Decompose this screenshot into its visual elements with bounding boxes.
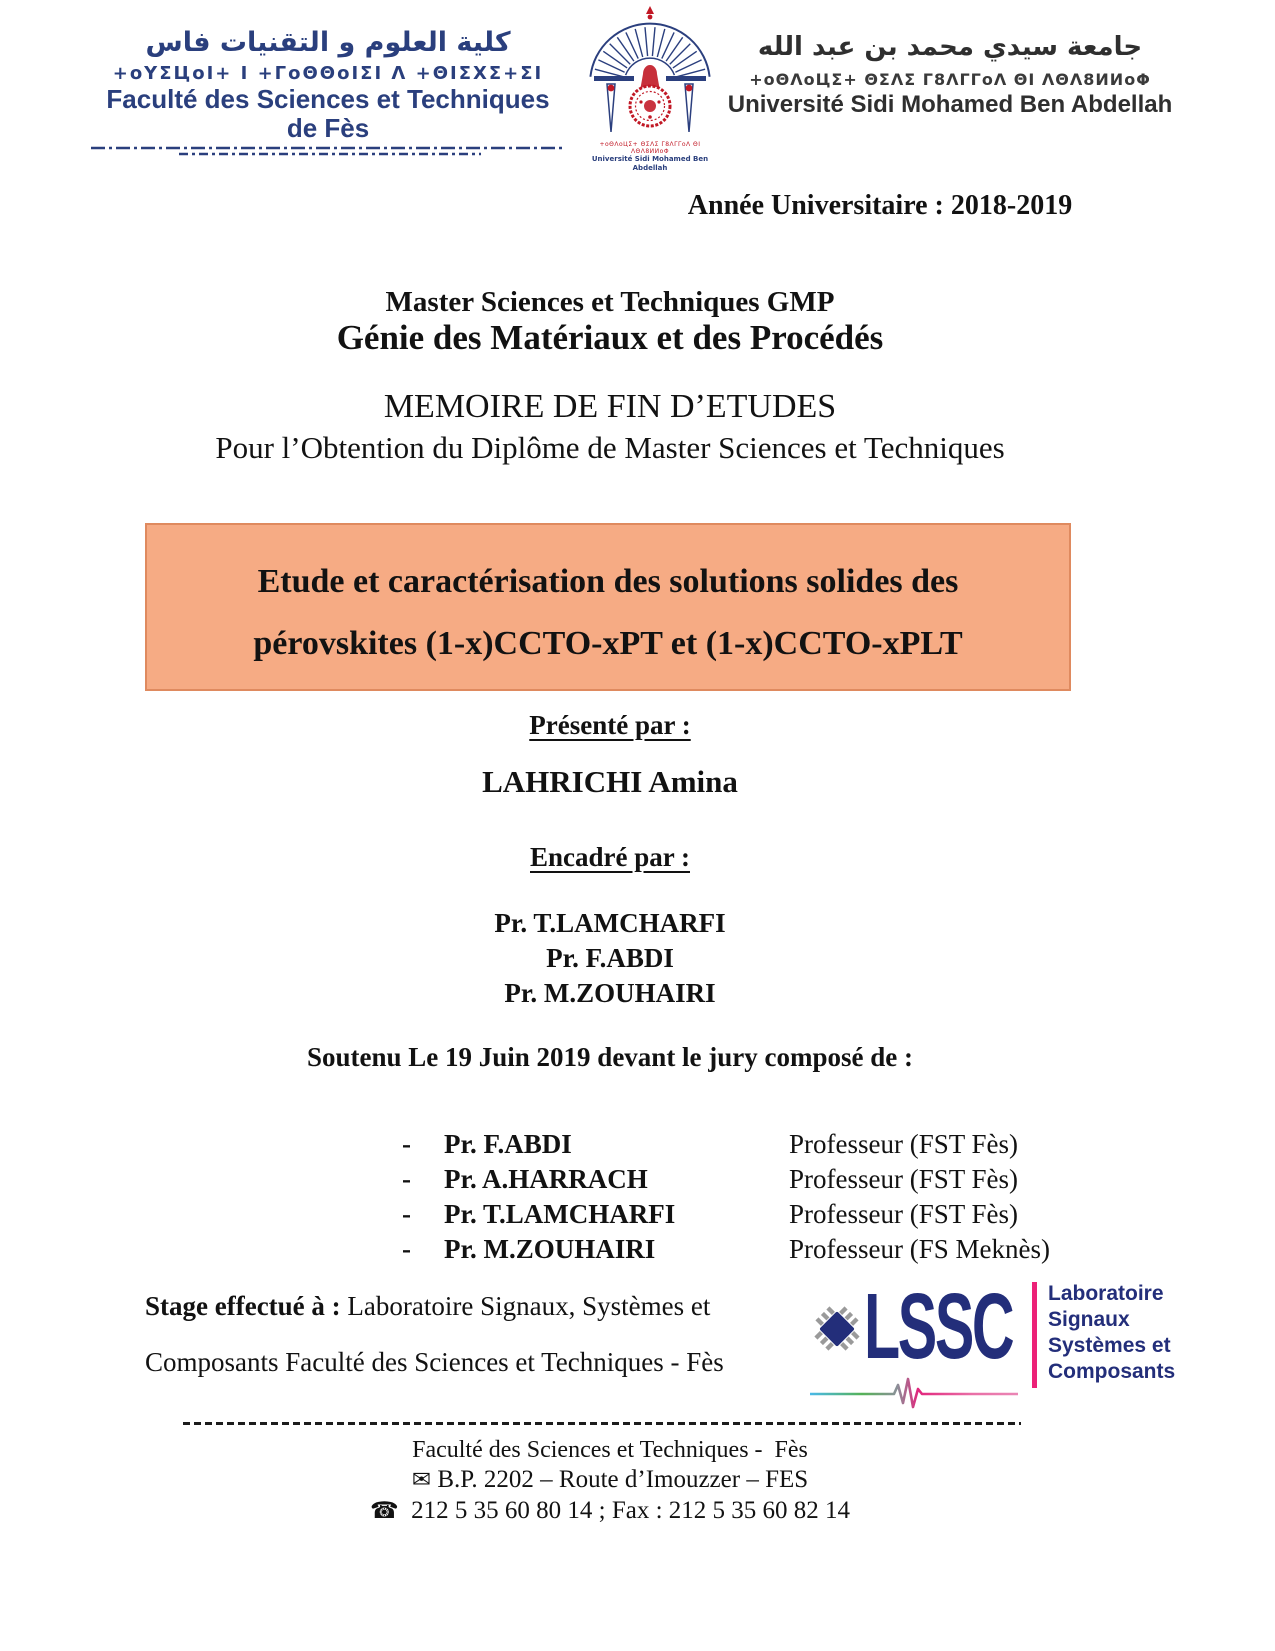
footer-faculty: Faculté des Sciences et Techniques - Fès: [412, 1437, 808, 1463]
jury-member-name: Pr. M.ZOUHAIRI: [444, 1234, 656, 1264]
jury-member-title: Professeur (FST Fès): [789, 1129, 1018, 1159]
lssc-label-line: Signaux: [1048, 1308, 1130, 1331]
faculty-arabic-name: كلية العلوم و التقنيات فاس: [145, 27, 511, 58]
supervised-by-label: Encadré par :: [530, 842, 690, 872]
phone-icon: ☎: [369, 1498, 399, 1524]
presented-by-label: Présenté par :: [529, 710, 691, 740]
bullet-dash: -: [402, 1234, 411, 1264]
supervisor-name-1: Pr. T.LAMCHARFI: [494, 908, 726, 938]
thesis-title-box: [145, 523, 1071, 691]
academic-year: Année Universitaire : 2018-2019: [687, 190, 1073, 221]
jury-row: [402, 1163, 1122, 1196]
chip-icon: [806, 1298, 868, 1360]
jury-row: [402, 1128, 1122, 1161]
jury-member-title: Professeur (FST Fès): [789, 1164, 1018, 1194]
program-specialty: Génie des Matériaux et des Procédés: [336, 318, 884, 357]
waveform-icon: [808, 1376, 1020, 1412]
lssc-label-line: Composants: [1048, 1360, 1176, 1383]
header-dash-dot-underline: [89, 143, 567, 159]
jury-member-name: Pr. A.HARRACH: [444, 1164, 648, 1194]
internship-line-2: Composants Faculté des Sciences et Techniques - Fès: [145, 1347, 724, 1377]
jury-member-name: Pr. F.ABDI: [444, 1129, 572, 1159]
jury-row: [402, 1198, 1122, 1231]
faculty-tifinagh-name: +oYΣЦoI+ I +ΓoΘΘoIΣI Λ +ΘIΣXΣ+ΣI: [112, 63, 544, 84]
jury-member-title: Professeur (FST Fès): [789, 1199, 1018, 1229]
program-name: Master Sciences et Techniques GMP: [385, 286, 835, 318]
footer-address: [0, 1466, 1220, 1494]
thesis-title-line-1: Etude et caractérisation des solutions solides des: [257, 563, 959, 600]
lssc-logo: [800, 1273, 1176, 1416]
footer-phone: [0, 1497, 1220, 1525]
internship-text: Laboratoire Signaux, Systèmes et: [340, 1291, 711, 1321]
bullet-dash: -: [402, 1199, 411, 1229]
footer-phone-text: 212 5 35 60 80 14 ; Fax : 212 5 35 60 82 14: [398, 1497, 851, 1524]
header-left-faculty: [88, 26, 568, 164]
mail-icon: ✉: [411, 1467, 432, 1493]
university-arabic-name: جامعة سيدي محمد بن عبد الله: [757, 32, 1143, 62]
university-logo-emblem: [588, 4, 712, 136]
lssc-label-line: Laboratoire: [1048, 1282, 1164, 1305]
logo-caption-french: Université Sidi Mohamed Ben Abdellah: [591, 155, 709, 172]
lssc-label-line: Systèmes et: [1048, 1334, 1171, 1357]
university-french-name: Université Sidi Mohamed Ben Abdellah: [727, 91, 1173, 118]
lssc-acronym: LSSC: [864, 1273, 1013, 1379]
lssc-divider: [1032, 1282, 1037, 1388]
header-right-university: [715, 30, 1185, 119]
bullet-dash: -: [402, 1129, 411, 1159]
internship-line-1: [145, 1291, 785, 1322]
author-name: LAHRICHI Amina: [482, 764, 738, 799]
faculty-french-name: Faculté des Sciences et Techniques de Fès: [106, 84, 550, 143]
supervisor-name-3: Pr. M.ZOUHAIRI: [504, 978, 716, 1008]
jury-member-title: Professeur (FS Meknès): [789, 1234, 1050, 1264]
jury-member-name: Pr. T.LAMCHARFI: [444, 1199, 676, 1229]
university-logo: [586, 4, 714, 173]
bullet-dash: -: [402, 1164, 411, 1194]
logo-caption-tifinagh: +oΘΛoЦΣ+ ΘΣΛΣ Γ8ΛΓΓoΛ ΘΙ ΛΘΛ8ИИoΦ: [599, 141, 701, 155]
memoire-subheading: Pour l’Obtention du Diplôme de Master Sciences et Techniques: [215, 430, 1005, 465]
jury-row: [402, 1233, 1122, 1266]
defense-statement: Soutenu Le 19 Juin 2019 devant le jury composé de :: [306, 1042, 914, 1072]
supervisor-name-2: Pr. F.ABDI: [546, 943, 674, 973]
footer-address-text: B.P. 2202 – Route d’Imouzzer – FES: [431, 1466, 809, 1493]
memoire-heading: MEMOIRE DE FIN D’ETUDES: [383, 388, 837, 425]
footer-separator: [183, 1422, 1021, 1425]
internship-label: Stage effectué à :: [145, 1291, 341, 1321]
thesis-title-line-2: pérovskites (1-x)CCTO-xPT et (1-x)CCTO-xPLT: [253, 625, 963, 662]
university-tifinagh-name: +oΘΛoЦΣ+ ΘΣΛΣ Γ8ΛΓΓoΛ ΘΙ ΛΘΛ8ИИoΦ: [749, 70, 1151, 89]
lssc-label-stack: [1048, 1281, 1175, 1385]
